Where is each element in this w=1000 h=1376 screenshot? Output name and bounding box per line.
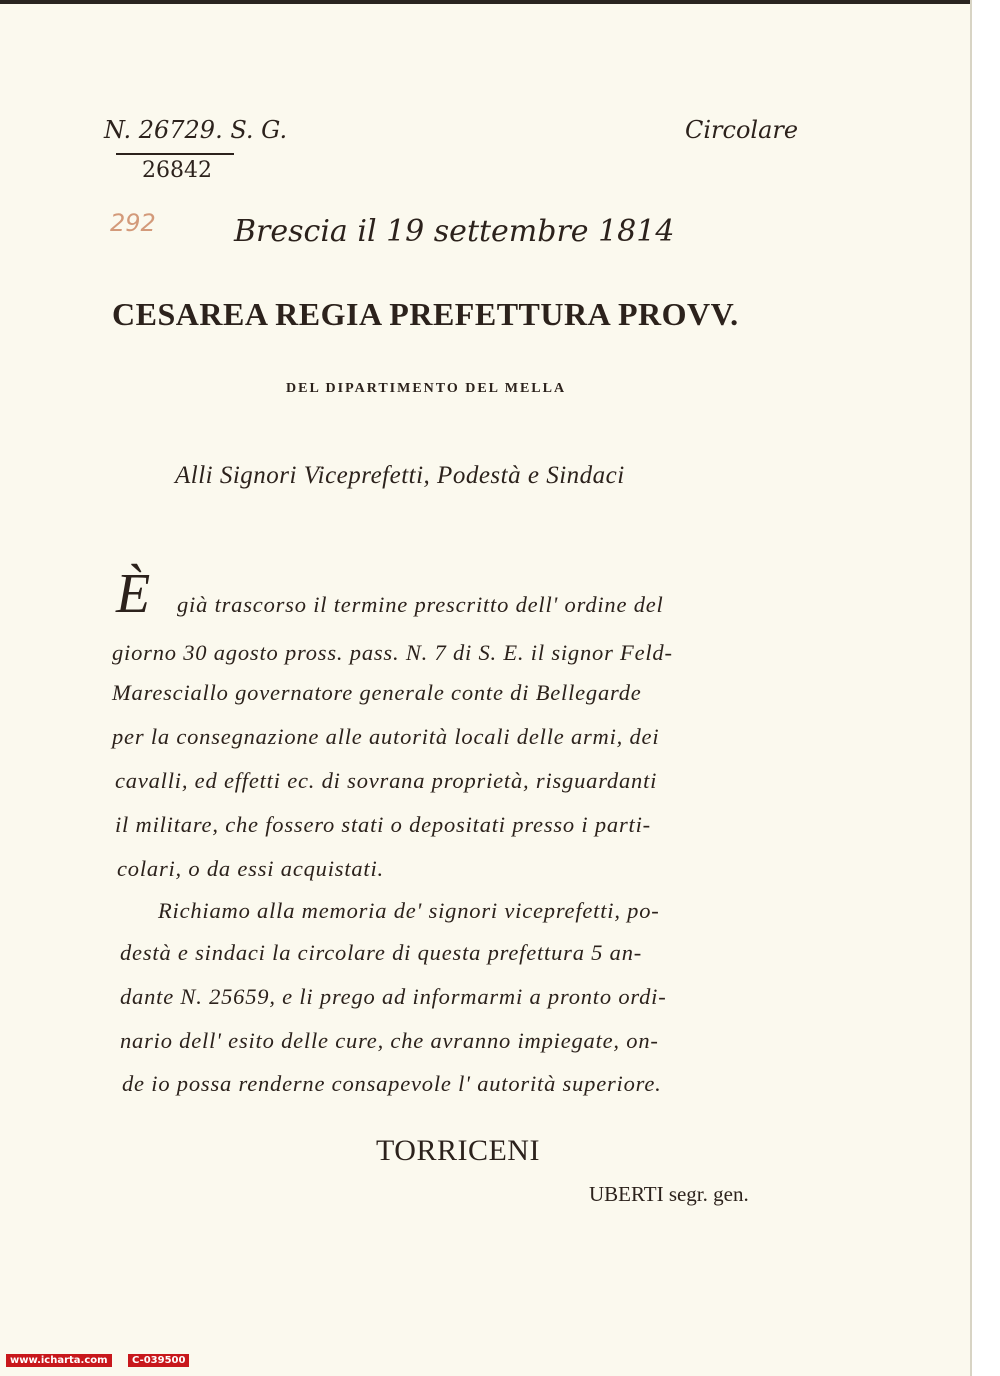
watermark-url-badge: www.icharta.com	[6, 1354, 112, 1367]
scan-top-border	[0, 0, 972, 4]
body-line: Maresciallo governatore generale conte di Bellegarde	[112, 680, 642, 705]
protocol-underline	[116, 153, 234, 155]
body-line: nario dell' esito delle cure, che avranno impiegate, on-	[120, 1028, 659, 1053]
signature-prefect: TORRICENI	[376, 1134, 540, 1167]
department-subtitle: DEL DIPARTIMENTO DEL MELLA	[286, 381, 567, 396]
body-line: per la consegnazione alle autorità locali delle armi, dei	[112, 724, 660, 749]
drop-cap: È	[116, 563, 151, 625]
body-line: giorno 30 agosto pross. pass. N. 7 di S. E. il signor Feld-	[112, 640, 673, 665]
body-line: cavalli, ed effetti ec. di sovrana proprietà, risguardanti	[115, 768, 658, 793]
document-type: Circolare	[685, 116, 799, 144]
pencil-annotation: 292	[110, 209, 156, 237]
body-line: già trascorso il termine prescritto dell' ordine del	[177, 592, 664, 617]
paper-right-edge	[970, 0, 972, 1376]
catalog-code-badge: C-039500	[128, 1354, 189, 1367]
body-line: destà e sindaci la circolare di questa prefettura 5 an-	[120, 940, 643, 965]
body-line: dante N. 25659, e li prego ad informarmi a pronto ordi-	[120, 984, 667, 1009]
issuing-authority-title: CESAREA REGIA PREFETTURA PROVV.	[112, 296, 739, 332]
addressee-line: Alli Signori Viceprefetti, Podestà e Sindaci	[175, 462, 625, 489]
body-line: il militare, che fossero stati o depositati presso i parti-	[115, 812, 651, 837]
protocol-number-secondary: 26842	[142, 158, 212, 183]
body-line: colari, o da essi acquistati.	[117, 856, 384, 881]
body-line: Richiamo alla memoria de' signori viceprefetti, po-	[158, 898, 660, 923]
signature-secretary: UBERTI segr. gen.	[589, 1182, 749, 1206]
body-line: de io possa renderne consapevole l' autorità superiore.	[122, 1071, 662, 1096]
place-and-date: Brescia il 19 settembre 1814	[234, 214, 675, 249]
protocol-number: N. 26729. S. G.	[104, 116, 288, 144]
